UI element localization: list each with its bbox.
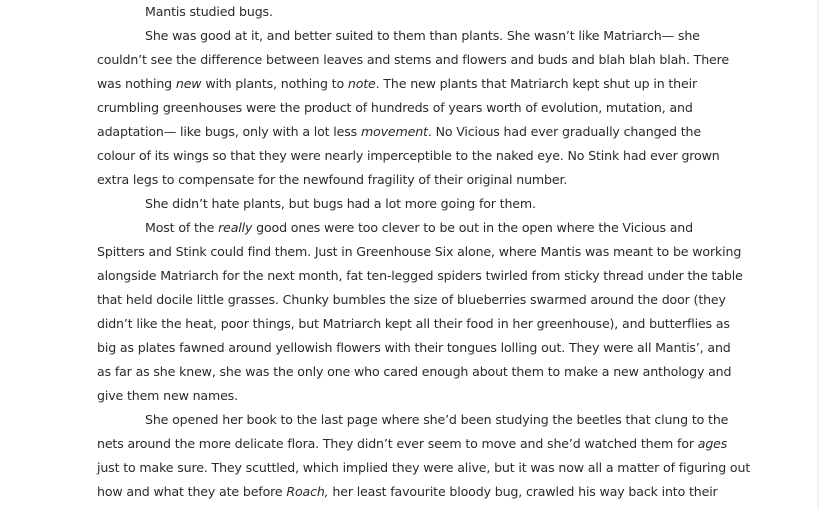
text-segment: with plants, nothing to: [201, 76, 348, 91]
text-segment: couldn’t see the difference between leaves and stems and flowers and buds and blah blah blah. There: [97, 52, 730, 67]
text-segment: that held docile little grasses. Chunky bumbles the size of blueberries swarmed around the door (they: [97, 292, 726, 307]
text-segment: nets around the more delicate flora. They didn’t ever seem to move and she’d watched them for: [97, 436, 698, 451]
text-segment: . The new plants that Matriarch kept shut up in their: [375, 76, 697, 91]
text-line-21: [97, 480, 718, 504]
text-segment: colour of its wings so that they were nearly imperceptible to the naked eye. No Stink had ever grown: [97, 148, 720, 163]
text-line-14: [97, 312, 730, 336]
text-line-17: [97, 384, 238, 408]
text-line-1: [145, 0, 273, 24]
text-segment: give them new names.: [97, 388, 238, 403]
text-line-19: [97, 432, 727, 456]
text-segment: Spitters and Stink could find them. Just in Greenhouse Six alone, where Mantis was meant to be working: [97, 244, 742, 259]
text-segment: crumbling greenhouses were the product of hundreds of years worth of evolution, mutation, and: [97, 100, 693, 115]
text-line-16: [97, 360, 731, 384]
text-segment: Mantis studied bugs.: [145, 4, 273, 19]
text-line-18: [145, 408, 728, 432]
text-line-8: [97, 168, 567, 192]
text-line-9: [145, 192, 536, 216]
text-line-10: [145, 216, 693, 240]
text-segment: She opened her book to the last page where she’d been studying the beetles that clung to the: [145, 412, 729, 427]
text-line-15: [97, 336, 731, 360]
emphasis-text: new: [175, 76, 202, 91]
text-segment: her least favourite bloody bug, crawled his way back into their: [328, 484, 718, 499]
text-line-6: [97, 120, 701, 144]
emphasis-text: really: [218, 220, 253, 235]
text-segment: how and what they ate before: [97, 484, 287, 499]
text-segment: adaptation— like bugs, only with a lot less: [97, 124, 361, 139]
text-line-4: [97, 72, 697, 96]
text-line-20: [97, 456, 750, 480]
text-segment: Most of the: [145, 220, 219, 235]
text-segment: good ones were too clever to be out in the open where the Vicious and: [252, 220, 693, 235]
text-segment: just to make sure. They scuttled, which implied they were alive, but it was now all a matter of figuring out: [97, 460, 751, 475]
text-line-13: [97, 288, 726, 312]
emphasis-text: ages: [697, 436, 728, 451]
text-line-7: [97, 144, 720, 168]
text-line-5: [97, 96, 693, 120]
text-segment: extra legs to compensate for the newfound fragility of their original number.: [97, 172, 568, 187]
emphasis-text: movement: [360, 124, 428, 139]
text-segment: alongside Matriarch for the next month, fat ten-legged spiders twirled from sticky thread under the table: [97, 268, 743, 283]
text-line-2: [145, 24, 700, 48]
text-segment: . No Vicious had ever gradually changed the: [427, 124, 701, 139]
text-line-12: [97, 264, 743, 288]
text-line-11: [97, 240, 741, 264]
text-segment: She was good at it, and better suited to them than plants. She wasn’t like Matriarch— she: [145, 28, 700, 43]
text-segment: was nothing: [97, 76, 176, 91]
text-line-3: [97, 48, 729, 72]
text-segment: didn’t like the heat, poor things, but Matriarch kept all their food in her greenhouse), and butterflies as: [97, 316, 730, 331]
emphasis-text: Roach,: [286, 484, 329, 499]
emphasis-text: note: [347, 76, 376, 91]
text-segment: She didn’t hate plants, but bugs had a lot more going for them.: [145, 196, 536, 211]
text-segment: big as plates fawned around yellowish flowers with their tongues lolling out. They were all Mantis’, and: [97, 340, 731, 355]
text-segment: as far as she knew, she was the only one who cared enough about them to make a new anthology and: [97, 364, 732, 379]
